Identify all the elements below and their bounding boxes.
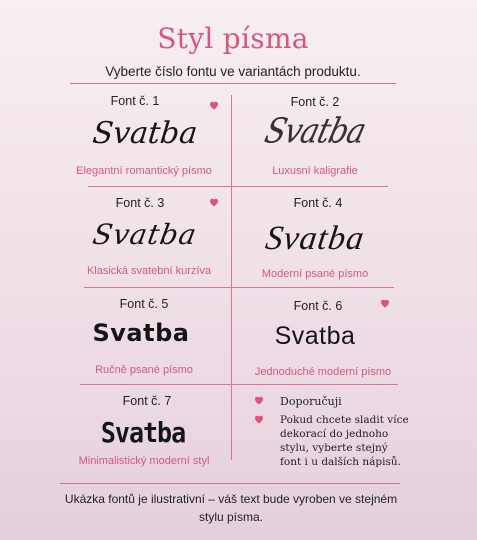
divider xyxy=(80,384,398,385)
font-description: Elegantní romantický písmo xyxy=(76,165,212,177)
heart-icon xyxy=(253,413,265,425)
font-sample: Svatba xyxy=(92,319,190,347)
font-label: Font č. 6 xyxy=(293,299,343,313)
page-subtitle: Vyberte číslo fontu ve variantách produktu. xyxy=(105,64,361,79)
font-label: Font č. 4 xyxy=(293,196,343,210)
font-description: Moderní psané písmo xyxy=(261,268,369,280)
font-label: Font č. 3 xyxy=(115,196,165,210)
font-label: Font č. 5 xyxy=(119,297,169,311)
font-description: Klasická svatební kurzíva xyxy=(86,265,212,277)
font-sample: Svatba xyxy=(100,416,186,449)
page-title: Styl písma xyxy=(157,22,309,55)
font-label: Font č. 7 xyxy=(122,394,172,408)
divider xyxy=(70,83,396,84)
divider xyxy=(88,186,388,187)
font-description: Jednoduché moderní písmo xyxy=(254,366,392,378)
font-sample: Svatba xyxy=(274,322,356,350)
heart-icon xyxy=(253,394,265,406)
divider xyxy=(60,483,400,484)
font-sample: Svatba xyxy=(90,218,200,251)
font-label: Font č. 2 xyxy=(290,95,340,109)
font-sample: Svatba xyxy=(260,111,370,152)
heart-icon xyxy=(208,196,220,208)
recommendation-text: Pokud chcete sladit více dekorací do jednoho stylu, vyberte stejný font i u dalších nápisů. xyxy=(280,414,409,468)
font-label: Font č. 1 xyxy=(110,94,160,108)
font-description: Luxusní kaligrafie xyxy=(272,165,358,177)
font-description: Minimalistický moderní styl xyxy=(78,455,210,467)
footer-note: Ukázka fontů je ilustrativní – váš text bude vyroben ve stejném stylu písma. xyxy=(64,492,398,524)
font-sample: Svatba xyxy=(263,220,367,257)
font-sample: Svatba xyxy=(90,116,200,151)
divider xyxy=(84,287,394,288)
heart-icon xyxy=(379,297,391,309)
divider xyxy=(231,95,232,460)
heart-icon xyxy=(208,99,220,111)
font-description: Ručně psané písmo xyxy=(95,364,193,376)
recommendation-title: Doporučuji xyxy=(280,395,342,408)
